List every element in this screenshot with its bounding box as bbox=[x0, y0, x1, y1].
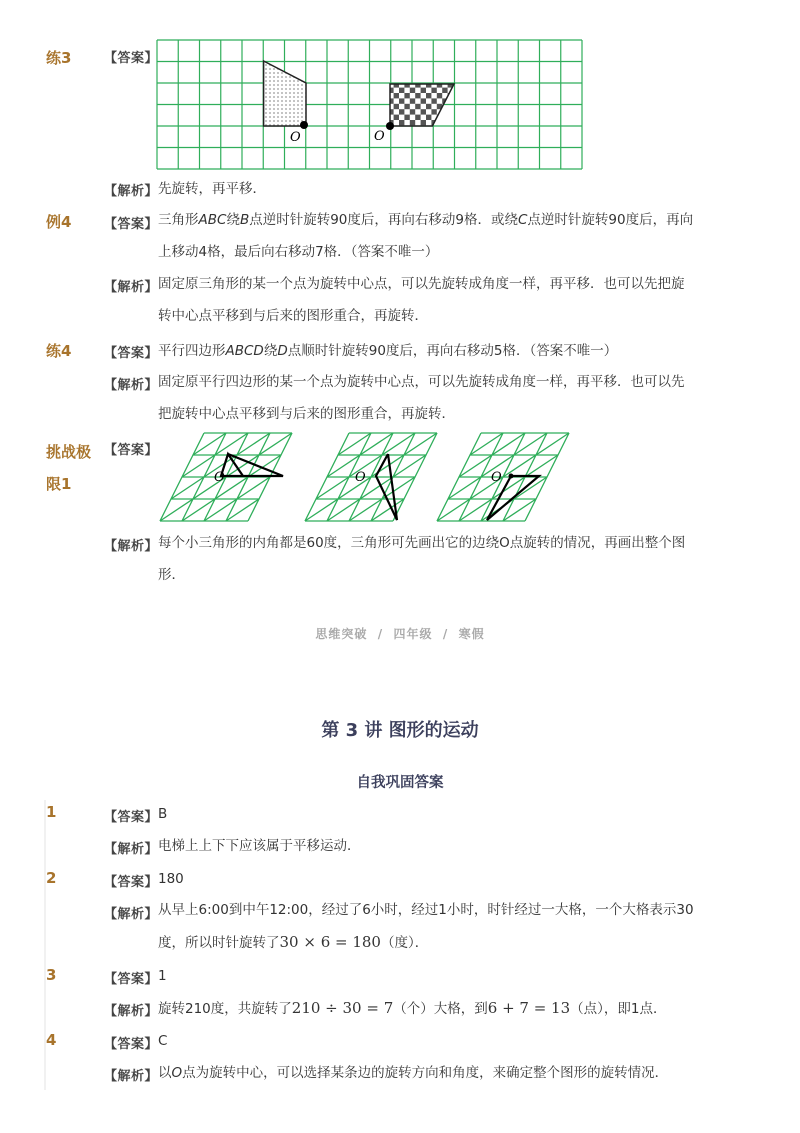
item-number: 1 bbox=[46, 803, 57, 821]
section-title: 自我巩固答案 bbox=[356, 775, 444, 791]
triangle-grid-figure-1 bbox=[158, 432, 318, 525]
point-o-label: O bbox=[214, 470, 225, 485]
analysis-tag: 【解析】 bbox=[104, 842, 159, 857]
triangle-grid-figure-3 bbox=[435, 432, 595, 525]
answer-text: C bbox=[158, 1033, 168, 1049]
answer-tag: 【答案】 bbox=[104, 346, 159, 361]
answer-tag: 【答案】 bbox=[104, 810, 159, 825]
answer-text: 180 bbox=[158, 871, 184, 887]
analysis-text: 电梯上上下下应该属于平移运动． bbox=[158, 838, 361, 854]
page-title: 第 3 讲 图形的运动 bbox=[321, 720, 479, 741]
point-o-label: O bbox=[374, 129, 385, 144]
answer-text: 平行四边形ABCD绕D点顺时针旋转90度后，再向右移动5格．（答案不唯一） bbox=[158, 343, 618, 359]
analysis-tag: 【解析】 bbox=[104, 378, 159, 393]
point-o-label: O bbox=[491, 470, 502, 485]
analysis-tag: 【解析】 bbox=[104, 907, 159, 922]
analysis-text: 以O点为旋转中心，可以选择某条边的旋转方向和角度，来确定整个图形的旋转情况． bbox=[158, 1065, 669, 1081]
analysis-tag: 【解析】 bbox=[104, 1004, 159, 1019]
item-number: 3 bbox=[46, 966, 57, 984]
analysis-text: 先旋转，再平移． bbox=[158, 181, 266, 197]
analysis-text: 每个小三角形的内角都是60度，三角形可先画出它的边绕O点旋转的情况，再画出整个图 形． bbox=[158, 535, 686, 583]
answer-text: 三角形ABC绕B点逆时针旋转90度后，再向右移动9格．或绕C点逆时针旋转90度后，再向 上移动4格，最后向右移动7格．（答案不唯一） bbox=[158, 212, 694, 260]
analysis-tag: 【解析】 bbox=[104, 280, 159, 295]
problem-number-lian3: 练3 bbox=[46, 49, 72, 67]
answer-text: 1 bbox=[158, 968, 167, 984]
analysis-tag: 【解析】 bbox=[104, 184, 159, 199]
analysis-tag: 【解析】 bbox=[104, 539, 159, 554]
analysis-text: 固定原平行四边形的某一个点为旋转中心点，可以先旋转成角度一样，再平移．也可以先 把旋转中心点平移到与后来的图形重合，再旋转． bbox=[158, 374, 685, 422]
rotated-triangle bbox=[221, 454, 283, 476]
answer-tag: 【答案】 bbox=[104, 1037, 159, 1052]
analysis-text: 旋转210度，共旋转了210 ÷ 30 = 7（个）大格，到6 + 7 = 13（点），即1点． bbox=[158, 999, 667, 1017]
point-o-label: O bbox=[290, 130, 301, 145]
answer-tag: 【答案】 bbox=[104, 443, 159, 458]
problem-number-li4: 例4 bbox=[46, 213, 72, 231]
page-footer: 思维突破 / 四年级 / 寒假 bbox=[315, 627, 485, 641]
answer-tag: 【答案】 bbox=[104, 51, 159, 66]
answer-tag: 【答案】 bbox=[104, 972, 159, 987]
answer-text: B bbox=[158, 806, 168, 822]
problem-number-lian4: 练4 bbox=[46, 342, 72, 360]
analysis-text: 从早上6:00到中午12:00，经过了6小时，经过1小时，时针经过一大格，一个大格表示30 度，所以时针旋转了30 × 6 = 180（度）． bbox=[158, 902, 694, 951]
item-number: 4 bbox=[46, 1031, 57, 1049]
analysis-tag: 【解析】 bbox=[104, 1069, 159, 1084]
item-number: 2 bbox=[46, 869, 57, 887]
answer-tag: 【答案】 bbox=[104, 217, 159, 232]
answer-tag: 【答案】 bbox=[104, 875, 159, 890]
grid-figure-lian3 bbox=[156, 39, 584, 171]
analysis-text: 固定原三角形的某一个点为旋转中心点，可以先旋转成角度一样，再平移．也可以先把旋 转中心点平移到与后来的图形重合，再旋转． bbox=[158, 276, 685, 324]
point-o-label: O bbox=[355, 470, 366, 485]
problem-number-tiaozhan: 挑战极 限1 bbox=[46, 443, 92, 493]
